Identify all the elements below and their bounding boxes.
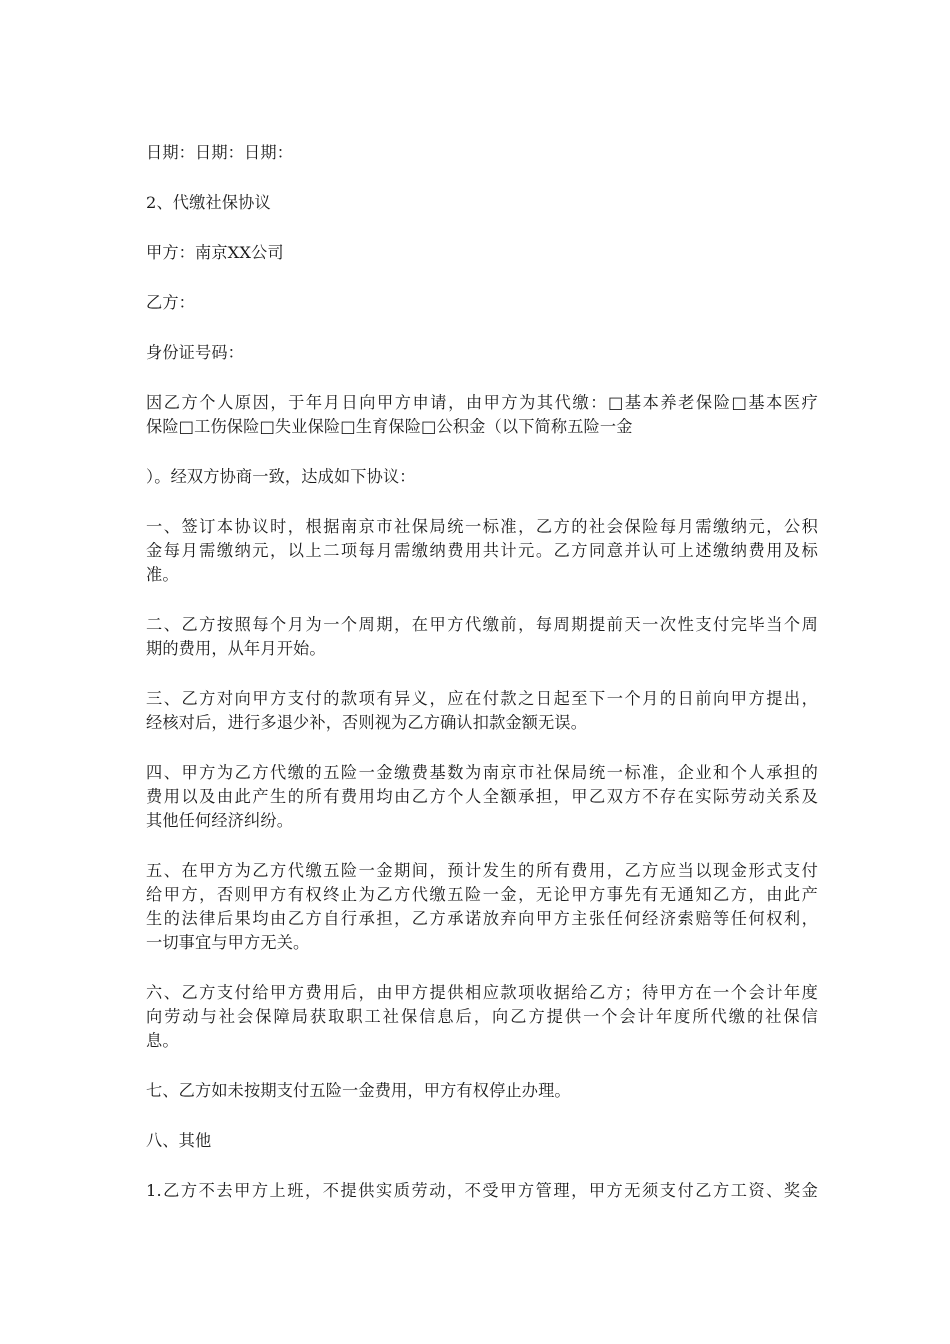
- section-title: [146, 191, 818, 215]
- text-line: 期的费用，从年月开始。: [146, 639, 326, 658]
- intro-paragraph: [146, 391, 818, 439]
- clause-4: [146, 761, 818, 833]
- text-line: 八、其他: [146, 1131, 212, 1150]
- text-line: 甲方：南京XX公司: [146, 243, 284, 262]
- text-line: 身份证号码：: [146, 343, 245, 362]
- text-line: 二、乙方按照每个月为一个周期，在甲方代缴前，每周期提前天一次性支付完毕当个周: [146, 615, 818, 634]
- text-line: 日期：日期：日期：: [146, 143, 294, 162]
- clause-5: [146, 859, 818, 955]
- text-line: 一切事宜与甲方无关。: [146, 933, 310, 952]
- id-number: [146, 341, 818, 365]
- text-line: 费用以及由此产生的所有费用均由乙方个人全额承担，甲乙双方不存在实际劳动关系及: [146, 787, 818, 806]
- text-line: 五、在甲方为乙方代缴五险一金期间，预计发生的所有费用，乙方应当以现金形式支付: [146, 861, 818, 880]
- text-line: 息。: [146, 1031, 179, 1050]
- text-line: 其他任何经济纠纷。: [146, 811, 294, 830]
- clause-8-item-1: [146, 1179, 818, 1203]
- date-line: [146, 141, 818, 165]
- text-line: 给甲方，否则甲方有权终止为乙方代缴五险一金，无论甲方事先有无通知乙方，由此产: [146, 885, 818, 904]
- text-line: 向劳动与社会保障局获取职工社保信息后，向乙方提供一个会计年度所代缴的社保信: [146, 1007, 818, 1026]
- clause-2: [146, 613, 818, 661]
- text-line: 因乙方个人原因，于年月日向甲方申请，由甲方为其代缴：□基本养老保险□基本医疗: [146, 393, 818, 412]
- clause-8: [146, 1129, 818, 1153]
- text-line: 经核对后，进行多退少补，否则视为乙方确认扣款金额无误。: [146, 713, 588, 732]
- text-line: 七、乙方如未按期支付五险一金费用，甲方有权停止办理。: [146, 1081, 571, 1100]
- clause-1: [146, 515, 818, 587]
- text-line: ）。经双方协商一致，达成如下协议：: [146, 467, 416, 486]
- party-a: [146, 241, 818, 265]
- party-b: [146, 291, 818, 315]
- text-line: 保险□工伤保险□失业保险□生育保险□公积金（以下简称五险一金: [146, 417, 633, 436]
- text-line: 六、乙方支付给甲方费用后，由甲方提供相应款项收据给乙方；待甲方在一个会计年度: [146, 983, 818, 1002]
- text-line: 乙方：: [146, 293, 196, 312]
- text-line: 生的法律后果均由乙方自行承担，乙方承诺放弃向甲方主张任何经济索赔等任何权利，: [146, 909, 818, 928]
- clause-7: [146, 1079, 818, 1103]
- text-line: 1.乙方不去甲方上班，不提供实质劳动，不受甲方管理，甲方无须支付乙方工资、奖金: [146, 1181, 818, 1200]
- document-body: [146, 141, 818, 1229]
- agreement-lead: [146, 465, 818, 489]
- text-line: 四、甲方为乙方代缴的五险一金缴费基数为南京市社保局统一标准，企业和个人承担的: [146, 763, 818, 782]
- text-line: 准。: [146, 565, 179, 584]
- text-line: 三、乙方对向甲方支付的款项有异义，应在付款之日起至下一个月的日前向甲方提出，: [146, 689, 818, 708]
- text-line: 一、签订本协议时，根据南京市社保局统一标准，乙方的社会保险每月需缴纳元，公积: [146, 517, 818, 536]
- text-line: 金每月需缴纳元，以上二项每月需缴纳费用共计元。乙方同意并认可上述缴纳费用及标: [146, 541, 818, 560]
- text-line: 2、代缴社保协议: [146, 193, 271, 212]
- clause-6: [146, 981, 818, 1053]
- clause-3: [146, 687, 818, 735]
